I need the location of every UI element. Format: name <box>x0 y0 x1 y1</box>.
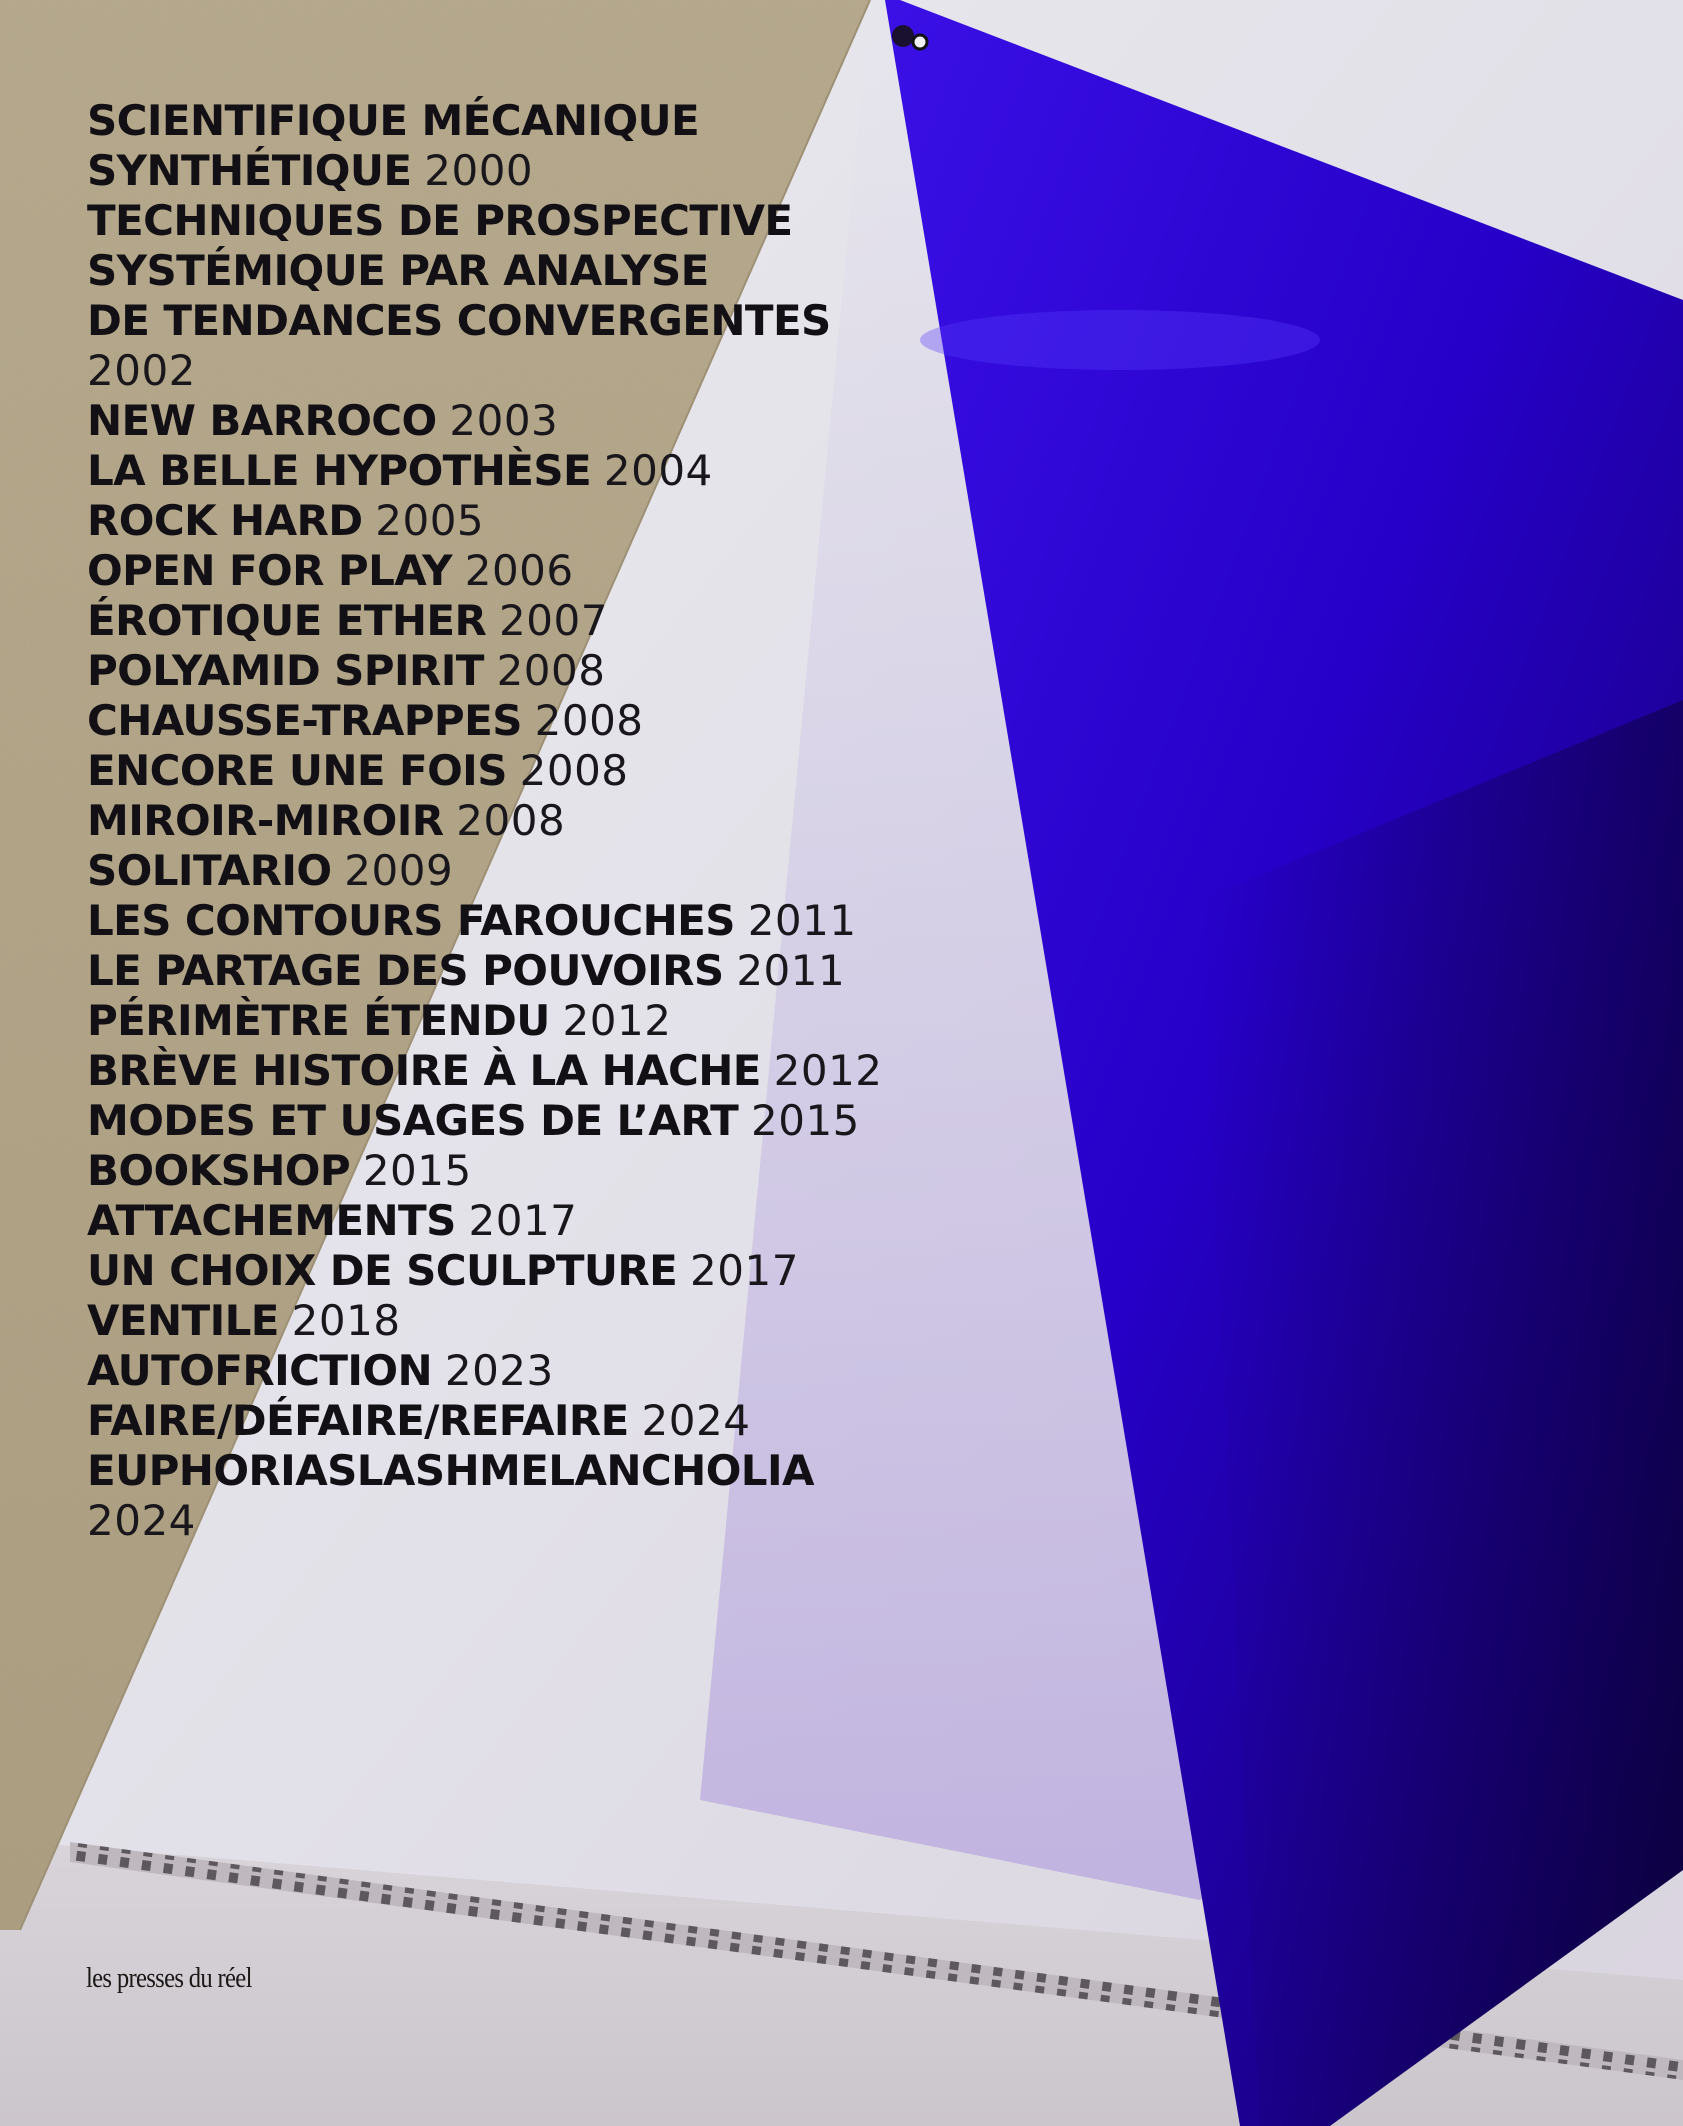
blue-panel-shadow <box>1200 700 1683 2126</box>
exhibition-year: 2017 <box>468 1196 578 1245</box>
exhibition-year: 2002 <box>87 346 196 395</box>
exhibition-entry <box>87 1196 1087 1246</box>
exhibition-title: EUPHORIASLASHMELANCHOLIA <box>87 1446 814 1495</box>
exhibition-title: FAIRE/DÉFAIRE/REFAIRE <box>87 1396 629 1445</box>
exhibition-entry <box>87 696 1087 746</box>
exhibition-entry <box>87 1296 1087 1346</box>
exhibition-title: LA BELLE HYPOTHÈSE <box>87 446 592 495</box>
exhibition-entry <box>87 1046 1087 1096</box>
exhibition-entry <box>87 1096 1087 1146</box>
screw-icon <box>892 25 914 47</box>
exhibition-entry <box>87 1346 1087 1396</box>
exhibition-year: 2006 <box>464 546 574 595</box>
exhibition-entry <box>87 396 1087 446</box>
exhibition-year: 2015 <box>751 1096 860 1145</box>
exhibition-entry <box>87 996 1087 1046</box>
exhibition-title: BRÈVE HISTOIRE À LA HACHE <box>87 1046 761 1095</box>
exhibition-list <box>87 96 1087 1546</box>
exhibition-entry <box>87 546 1087 596</box>
exhibition-year: 2009 <box>344 846 454 895</box>
exhibition-entry <box>87 896 1087 946</box>
exhibition-entry <box>87 1146 1087 1196</box>
exhibition-year: 2008 <box>496 646 606 695</box>
exhibition-title: PÉRIMÈTRE ÉTENDU <box>87 996 550 1045</box>
exhibition-title: VENTILE <box>87 1296 279 1345</box>
exhibition-title: ROCK HARD <box>87 496 363 545</box>
exhibition-title: ENCORE UNE FOIS <box>87 746 507 795</box>
exhibition-year: 2000 <box>424 146 534 195</box>
exhibition-title: MODES ET USAGES DE L’ART <box>87 1096 739 1145</box>
exhibition-year: 2008 <box>534 696 644 745</box>
exhibition-entry <box>87 846 1087 896</box>
exhibition-year: 2005 <box>375 496 485 545</box>
exhibition-title: BOOKSHOP <box>87 1146 351 1195</box>
exhibition-entry <box>87 596 1087 646</box>
exhibition-entry <box>87 946 1087 996</box>
exhibition-year: 2023 <box>444 1346 554 1395</box>
exhibition-title: OPEN FOR PLAY <box>87 546 452 595</box>
exhibition-entry <box>87 446 1087 496</box>
exhibition-year: 2011 <box>736 946 846 995</box>
exhibition-title: LES CONTOURS FAROUCHES <box>87 896 735 945</box>
exhibition-entry <box>87 1246 1087 1296</box>
exhibition-year: 2008 <box>456 796 566 845</box>
exhibition-title: NEW BARROCO <box>87 396 437 445</box>
exhibition-title: UN CHOIX DE SCULPTURE <box>87 1246 678 1295</box>
exhibition-title: MIROIR-MIROIR <box>87 796 444 845</box>
exhibition-year: 2008 <box>519 746 629 795</box>
exhibition-title: SOLITARIO <box>87 846 332 895</box>
exhibition-year: 2017 <box>690 1246 799 1295</box>
exhibition-title: CHAUSSE-TRAPPES <box>87 696 522 745</box>
exhibition-year: 2024 <box>87 1496 196 1545</box>
exhibition-entry <box>87 1396 1087 1446</box>
publisher-logo: les presses du réel <box>86 1962 252 1994</box>
exhibition-title: ÉROTIQUE ETHER <box>87 596 487 645</box>
exhibition-year: 2003 <box>449 396 559 445</box>
exhibition-title: POLYAMID SPIRIT <box>87 646 484 695</box>
exhibition-year: 2007 <box>499 596 608 645</box>
exhibition-title: SCIENTIFIQUE MÉCANIQUE SYNTHÉTIQUE <box>87 96 700 195</box>
exhibition-entry <box>87 196 1087 396</box>
exhibition-year: 2015 <box>362 1146 472 1195</box>
exhibition-entry <box>87 746 1087 796</box>
exhibition-entry <box>87 646 1087 696</box>
exhibition-entry <box>87 796 1087 846</box>
exhibition-year: 2004 <box>603 446 713 495</box>
exhibition-title: TECHNIQUES DE PROSPECTIVE SYSTÉMIQUE PAR ANALYSE DE TENDANCES CONVERGENTES <box>87 196 831 345</box>
exhibition-year: 2011 <box>747 896 857 945</box>
exhibition-title: LE PARTAGE DES POUVOIRS <box>87 946 724 995</box>
exhibition-year: 2012 <box>562 996 672 1045</box>
bolt-icon <box>913 35 927 49</box>
exhibition-year: 2012 <box>773 1046 883 1095</box>
exhibition-entry <box>87 1446 1087 1546</box>
exhibition-year: 2024 <box>641 1396 751 1445</box>
exhibition-entry <box>87 96 1087 196</box>
exhibition-year: 2018 <box>291 1296 401 1345</box>
exhibition-title: AUTOFRICTION <box>87 1346 433 1395</box>
exhibition-title: ATTACHEMENTS <box>87 1196 456 1245</box>
exhibition-entry <box>87 496 1087 546</box>
